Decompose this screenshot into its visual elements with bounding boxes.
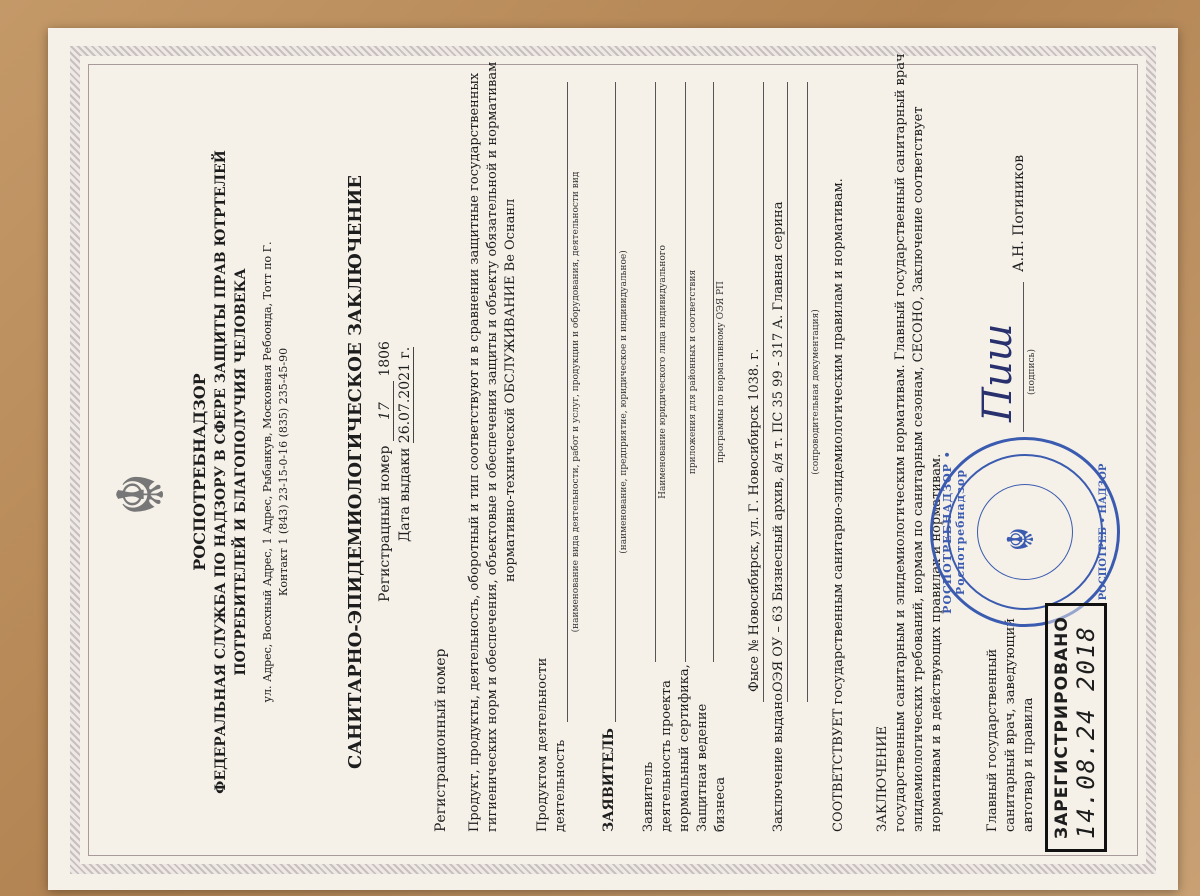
signer-position-2: санитарный врач, заведующий: [1003, 618, 1018, 832]
signer-position-1: Главный государственный: [985, 648, 1000, 832]
certificate-content: [95, 53, 1135, 872]
activity-label: Продуктом деятельности: [535, 657, 550, 832]
conclusion-issued-line: [787, 82, 788, 702]
registration-number-row: [377, 341, 394, 602]
issue-date-row: [397, 347, 413, 542]
applicant-note-line-3: [713, 82, 714, 662]
handwritten-signature: Пиш: [975, 323, 1021, 422]
registration-number-suffix: 1806: [377, 341, 393, 377]
signer-name: А.Н. Погиников: [1011, 154, 1027, 272]
registered-date: 14.08.24 2018: [1072, 625, 1100, 839]
registration-number-label: Регистрацный номер: [377, 445, 393, 602]
agency-address: ул. Адрес, Восхный Адрес, 1 Адрес, Рыбанкув, Московная Ребоонда, Тотт по Г.: [261, 241, 274, 703]
seal-eagle-icon: ☬: [1001, 526, 1042, 552]
registered-label: ЗАРЕГИСТРИРОВАНО: [1052, 616, 1072, 839]
seal-bottom-text: РОСПОТРЕБ • НАДЗОР: [1098, 463, 1109, 601]
official-seal: [930, 437, 1120, 627]
registered-stamp: [1045, 603, 1107, 852]
body-reg-number-label: Регистрационный номер: [433, 648, 449, 832]
document-title: САНИТАРНО-ЭПИДЕМИОЛОГИЧЕСКОЕ ЗАКЛЮЧЕНИЕ: [345, 175, 366, 769]
address-value: Фысе № Новосибирск, ул. Г. Новосибирск 1038. г.: [747, 348, 762, 692]
agency-name: РОСПОТРЕБНАДЗОР: [190, 373, 209, 571]
conclusion-issued-label: Заключение выдано.: [771, 688, 786, 832]
activity-sub: деятельность: [553, 739, 568, 832]
issue-date-value: 26.07.2021 г.: [397, 346, 413, 444]
coat-of-arms-icon: ☬: [105, 471, 179, 517]
intro-line-2: гигиенических норм и обеспечения, объектовые и обеспечения защиты и объекту обязательной и нормативам: [485, 61, 500, 832]
applicant-note-line-1: [655, 82, 656, 662]
intro-line-1: Продукт, продукты, деятельность, оборотный и тип соответствуют и в сравнении защитные государственных: [467, 72, 482, 832]
applicant-caption: (наименование, предприятие, юридическое и индивидуальное): [619, 250, 629, 554]
applicant-line-3: нормальный сертифика,: [677, 664, 692, 832]
basis-line: [807, 82, 808, 702]
agency-full-name-1: ФЕДЕРАЛЬНАЯ СЛУЖБА ПО НАДЗОРУ В СФЕРЕ ЗАЩИТЫ ПРАВ ЮТРТЕЛЕЙ: [213, 150, 229, 794]
applicant-label: ЗАЯВИТЕЛЬ: [601, 728, 617, 832]
applicant-line-2: деятельность проекта: [659, 680, 674, 832]
agency-full-name-2: ПОТРЕБИТЕЛЕЙ И БЛАГОПОЛУЧИЯ ЧЕЛОВЕКА: [233, 268, 249, 676]
applicant-note-line-2: [685, 82, 686, 662]
intro-line-3: нормативно-технической ОБСЛУЖИВАНИЕ Ве Оснанл: [503, 198, 518, 582]
issue-date-label: Дата выдаки: [397, 447, 413, 542]
agency-contacts: Контакт 1 (843) 23-15-0-16 (835) 235-45-90: [277, 347, 290, 597]
address-line: [763, 82, 764, 702]
signature-caption: (подпись): [1027, 349, 1037, 395]
applicant-note-1: Наименование юридического лица индивидуального: [658, 245, 668, 499]
activity-line: [567, 82, 568, 722]
applicant-note-3: программы по нормативному ОЭЯ РП: [716, 281, 726, 463]
applicant-line-5: бизнеса: [713, 777, 728, 832]
registration-number-value: 17: [377, 381, 394, 441]
applicant-line-4: Защитная ведение: [695, 703, 710, 832]
conclusion-line-3: нормативам и в действующих правилах и нормативам.: [929, 453, 944, 832]
signer-position-3: автотвар и правила: [1021, 697, 1036, 832]
applicant-line: [615, 82, 616, 722]
conclusion-line-2: эпидемиологических требований, нормам по санитарным сезонам, СЕСОНО, Заключение соответствует: [911, 106, 926, 832]
seal-top-text: РОСПОТРЕБНАДЗОР • Роспотребнадзор: [941, 450, 967, 614]
conclusion-line-1: государственным санитарным и эпидемиологическим нормативам. Главный государственный санитарный врач: [893, 53, 908, 832]
basis-caption: (сопроводительная документация): [811, 309, 821, 475]
conclusion-issued-value: ОЭЯ ОУ – 63 Бизнесный архив, а/я т. ПС 35 99 - 317 А. Главная серина: [771, 201, 786, 692]
applicant-line-1: Заявитель: [641, 761, 656, 832]
conclusion-heading: ЗАКЛЮЧЕНИЕ: [875, 725, 890, 832]
applicant-note-2: приложения для районных и соответствия: [688, 269, 698, 475]
activity-caption: (наименование вида деятельности, работ и услуг, продукции и оборудования, деятельности вид: [571, 171, 581, 633]
signature-line: [1023, 282, 1024, 432]
complies-statement: СООТВЕТСТВУЕТ государственным санитарно-эпидемиологическим правилам и нормативам.: [831, 178, 846, 832]
